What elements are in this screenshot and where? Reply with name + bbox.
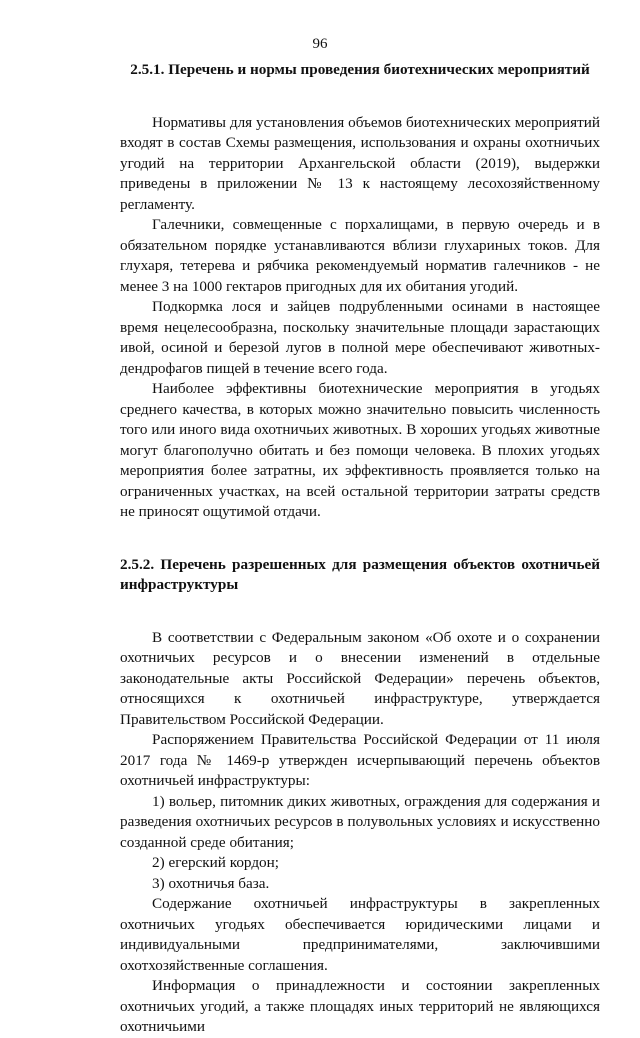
paragraph: Содержание охотничьей инфраструктуры в закрепленных охотничьих угодьях обеспечивается юридическими лицами и индивидуальными предпринимателями, заключившими охотхозяйственные соглашения. (120, 895, 600, 974)
page-content (120, 60, 600, 1038)
paragraph: Наиболее эффективны биотехнические мероприятия в угодьях среднего качества, в которых можно значительно повысить численность того или иного вида охотничьих животных. В хороших угодьях животные могут благополучно обитать и без помощи человека. В плохих угодьях мероприятия более затратны, их эффективность проявляется только на ограниченных участках, на всей остальной территории затраты средств не приносят ощутимой отдачи. (120, 380, 600, 520)
page-number: 96 (312, 36, 328, 52)
paragraph: Нормативы для установления объемов биотехнических мероприятий входят в состав Схемы размещения, использования и охраны охотничьих угодий на территории Архангельской области (2019), выдержки приведены в приложении № 13 к настоящему лесохозяйственному регламенту. (120, 113, 600, 213)
paragraph: Подкормка лося и зайцев подрубленными осинами в настоящее время нецелесообразна, поскольку значительные площади зарастающих ивой, осиной и березой лугов в полной мере обеспечивают животных-дендрофагов пищей в течение всего года. (120, 298, 600, 377)
section-heading-2-5-1: 2.5.1. Перечень и нормы проведения биотехнических мероприятий (130, 61, 590, 78)
paragraph: Информация о принадлежности и состоянии закрепленных охотничьих угодий, а также площадях иных территорий не являющихся охотничьими (120, 977, 600, 1035)
list-item: 1) вольер, питомник диких животных, ограждения для содержания и разведения охотничьих ресурсов в полувольных условиях и искусственно созданной среде обитания; (120, 792, 600, 851)
paragraph: Распоряжением Правительства Российской Федерации от 11 июля 2017 года № 1469-р утвержден исчерпывающий перечень объектов охотничьей инфраструктуры: (120, 731, 600, 789)
section-heading-2-5-2: 2.5.2. Перечень разрешенных для размещения объектов охотничьей инфраструктуры (120, 555, 600, 593)
paragraph: В соответствии с Федеральным законом «Об охоте и о сохранении охотничьих ресурсов и о внесении изменений в отдельные законодательные акты Российской Федерации» перечень объектов, относящихся к охотничьей инфраструктуре, утверждается Правительством Российской Федерации. (120, 628, 600, 728)
list-item: 3) охотничья база. (152, 874, 270, 892)
list-item: 2) егерский кордон; (152, 854, 279, 871)
paragraph: Галечники, совмещенные с порхалищами, в первую очередь и в обязательном порядке устанавливаются вблизи глухариных токов. Для глухаря, тетерева и рябчика рекомендуемый норматив галечников - не менее 3 на 1000 гектаров пригодных для их обитания угодий. (120, 216, 600, 295)
